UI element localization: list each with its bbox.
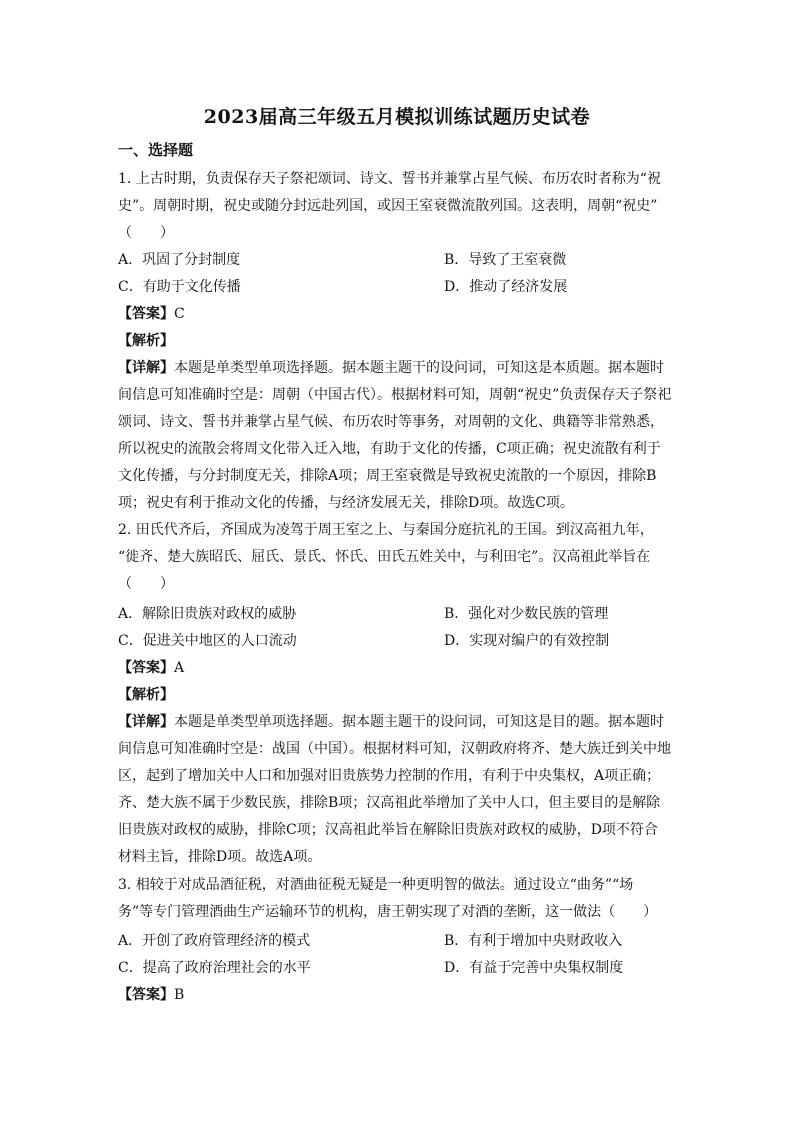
q1-option-a: A．巩固了分封制度 xyxy=(118,252,241,268)
answer-value: B xyxy=(174,987,185,1003)
q1-stem-line: 1. 上古时期，负责保存天子祭祀颂词、诗文、誓书并兼掌占星气候、布历农时者称为“祝 xyxy=(118,171,661,187)
detail-text: 本题是单类型单项选择题。据本题主题干的设问词，可知这是本质题。据本题时 xyxy=(174,360,664,376)
page-title: 2023届高三年级五月模拟训练试题历史试卷 xyxy=(203,106,591,128)
detail-text: 本题是单类型单项选择题。据本题主题干的设问词，可知这是目的题。据本题时 xyxy=(174,714,664,730)
q1-stem-line: （ ） xyxy=(118,225,174,241)
q2-option-d: D．实现对编户的有效控制 xyxy=(444,633,610,649)
q1-analysis-tag: 【解析】 xyxy=(118,333,174,349)
q2-detail-line: 旧贵族对政权的威胁，排除C项；汉高祖此举旨在解除旧贵族对政权的威胁，D项不符合 xyxy=(118,822,658,838)
q1-option-b: B．导致了王室衰微 xyxy=(444,252,567,268)
q1-detail-line: 颂词、诗文、誓书并兼掌占星气候、布历农时等事务，对周朝的文化、典籍等非常熟悉， xyxy=(118,414,664,430)
section-heading: 一、选择题 xyxy=(118,141,194,159)
answer-tag: 【答案】 xyxy=(118,660,174,676)
q3-option-c: C．提高了政府治理社会的水平 xyxy=(118,960,311,976)
q1-detail-line: 所以祝史的流散会将周文化带入迁入地，有助于文化的传播，C项正确；祝史流散有利于 xyxy=(118,441,661,457)
q1-stem-line: 史”。周朝时期，祝史或随分封远赴列国，或因王室衰微流散列国。这表明，周朝“祝史” xyxy=(118,198,658,214)
q2-option-c: C．促进关中地区的人口流动 xyxy=(118,633,297,649)
q2-detail-line: 区，起到了增加关中人口和加强对旧贵族势力控制的作用，有利于中央集权，A项正确； xyxy=(118,768,661,784)
q2-detail-line xyxy=(118,713,678,731)
q2-detail-line: 材料主旨，排除D项。故选A项。 xyxy=(118,849,322,865)
q3-answer xyxy=(118,986,678,1004)
q2-answer xyxy=(118,659,678,677)
answer-tag: 【答案】 xyxy=(118,306,174,322)
q1-detail-line xyxy=(118,359,678,377)
q1-answer xyxy=(118,305,678,323)
q2-detail-line: 间信息可知准确时空是：战国（中国）。根据材料可知，汉朝政府将齐、楚大族迁到关中地 xyxy=(118,741,671,757)
q3-option-b: B．有利于增加中央财政收入 xyxy=(444,933,623,949)
q1-option-d: D．推动了经济发展 xyxy=(444,279,568,295)
q1-detail-line: 项；祝史有利于推动文化的传播，与经济发展无关，排除D项。故选C项。 xyxy=(118,495,574,511)
q3-option-a: A．开创了政府管理经济的模式 xyxy=(118,933,311,949)
q2-stem-line: “徙齐、楚大族昭氏、屈氏、景氏、怀氏、田氏五姓关中，与利田宅”。汉高祖此举旨在 xyxy=(118,549,651,565)
answer-tag: 【答案】 xyxy=(118,987,174,1003)
q3-stem-line: 3. 相较于对成品酒征税，对酒曲征税无疑是一种更明智的做法。通过设立“曲务”“场 xyxy=(118,877,634,893)
q1-option-c: C．有助于文化传播 xyxy=(118,279,241,295)
q2-option-a: A．解除旧贵族对政权的威胁 xyxy=(118,606,297,622)
detail-tag: 【详解】 xyxy=(118,714,174,730)
q2-stem-line: 2. 田氏代齐后，齐国成为凌驾于周王室之上、与秦国分庭抗礼的王国。到汉高祖九年， xyxy=(118,522,654,538)
q3-stem-line: 务”等专门管理酒曲生产运输环节的机构，唐王朝实现了对酒的垄断，这一做法（ ） xyxy=(118,904,658,920)
q2-analysis-tag: 【解析】 xyxy=(118,687,174,703)
q2-option-b: B．强化对少数民族的管理 xyxy=(444,606,609,622)
detail-tag: 【详解】 xyxy=(118,360,174,376)
answer-value: C xyxy=(174,306,185,322)
q1-detail-line: 间信息可知准确时空是：周朝（中国古代）。根据材料可知，周朝“祝史”负责保存天子祭祀 xyxy=(118,387,672,403)
q1-detail-line: 文化传播，与分封制度无关，排除A项；周王室衰微是导致祝史流散的一个原因，排除B xyxy=(118,468,657,484)
q2-detail-line: 齐、楚大族不属于少数民族，排除B项；汉高祖此举增加了关中人口，但主要目的是解除 xyxy=(118,795,661,811)
answer-value: A xyxy=(174,660,185,676)
q2-stem-line: （ ） xyxy=(118,576,174,592)
q3-option-d: D．有益于完善中央集权制度 xyxy=(444,960,624,976)
